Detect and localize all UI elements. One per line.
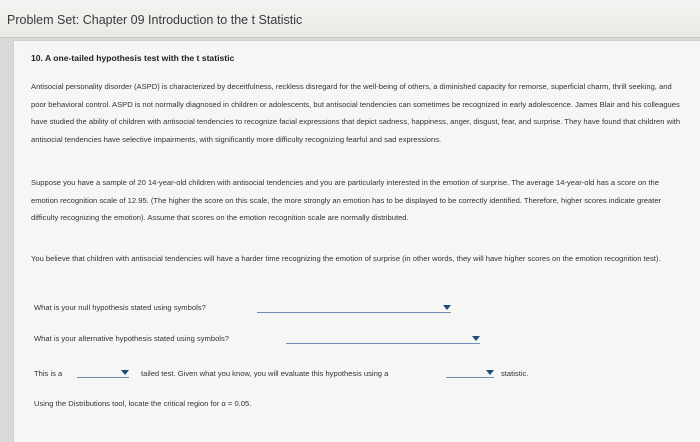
header-bar <box>0 0 700 38</box>
alt-hypothesis-row <box>14 334 700 352</box>
test-type-middle: tailed test. Given what you know, you will evaluate this hypothesis using a <box>141 369 389 378</box>
null-hypothesis-label: What is your null hypothesis stated using symbols? <box>34 303 206 312</box>
distribution-row <box>14 399 700 417</box>
statistic-dropdown[interactable] <box>446 366 494 378</box>
test-type-row <box>14 369 700 387</box>
page-title: Problem Set: Chapter 09 Introduction to the t Statistic <box>7 13 303 27</box>
alt-hypothesis-dropdown[interactable] <box>286 332 480 344</box>
null-hypothesis-row <box>14 303 700 321</box>
test-type-prefix: This is a <box>34 369 63 378</box>
question-card <box>13 40 700 442</box>
chevron-down-icon <box>486 370 494 375</box>
belief-paragraph: You believe that children with antisocial tendencies will have a harder time recognizing the emotion of surprise (in other words, they will have higher scores on the emotion recognition test). <box>31 254 661 263</box>
distribution-instruction: Using the Distributions tool, locate the critical region for α = 0.05. <box>34 399 252 408</box>
scenario-paragraph: Suppose you have a sample of 20 14-year-old children with antisocial tendencies and you are particularly interested in the emotion of surprise. The average 14-year-old has a score on the emotion recognition scale of 12.95. (The higher the score on this scale, the more strongly an emotion has to be displayed to be correctly identified. Therefore, higher scores indicate greater difficulty recognizing the emotion). Assume that scores on the emotion recognition scale are normally distributed. <box>31 178 662 222</box>
tail-type-dropdown[interactable] <box>77 366 129 378</box>
alt-hypothesis-label: What is your alternative hypothesis stated using symbols? <box>34 334 230 343</box>
chevron-down-icon <box>121 370 129 375</box>
question-title: 10. A one-tailed hypothesis test with the t statistic <box>31 53 235 63</box>
chevron-down-icon <box>472 336 480 341</box>
test-type-suffix: statistic. <box>501 369 529 378</box>
intro-paragraph: Antisocial personality disorder (ASPD) is characterized by deceitfulness, reckless disregard for the well-being of others, a diminished capacity for remorse, superficial charm, thrill seeking, and poor behavioral control. ASPD is not normally diagnosed in children or adolescents, but antisocial tendencies can sometimes be recognized in early adolescence. James Blair and his colleagues have studied the ability of children with antisocial tendencies to recognize facial expressions that depict sadness, happiness, anger, disgust, fear, and surprise. They have found that children with antisocial tendencies have selective impairments, with significantly more difficulty recognizing fearful and sad expressions. <box>31 82 681 144</box>
chevron-down-icon <box>443 305 451 310</box>
null-hypothesis-dropdown[interactable] <box>257 301 451 313</box>
